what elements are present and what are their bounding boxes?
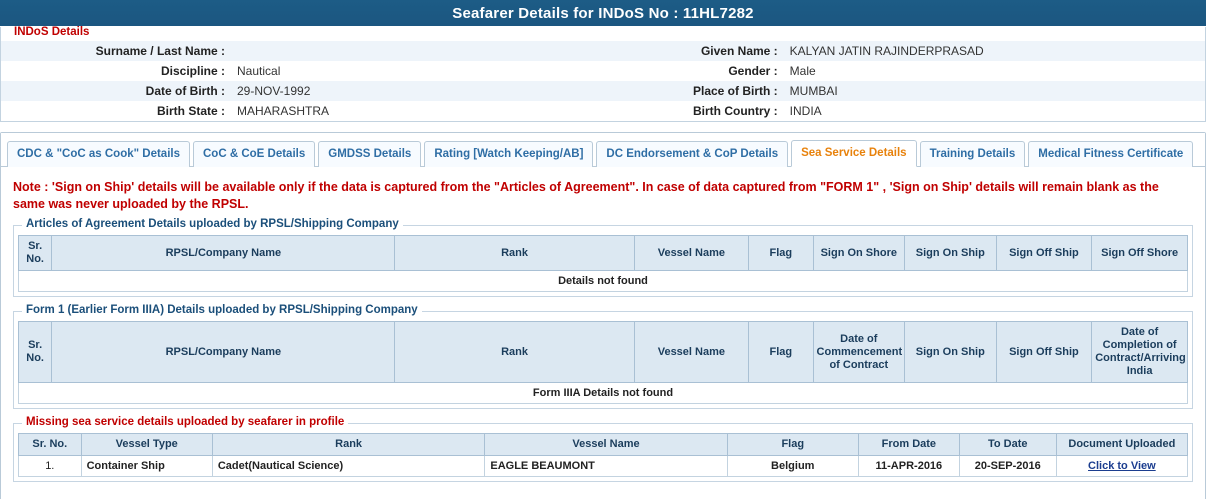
given-name-label: Given Name : xyxy=(444,41,784,61)
column-header-document-uploaded: Document Uploaded xyxy=(1056,434,1187,456)
column-header-to-date: To Date xyxy=(959,434,1056,456)
cell-flag: Belgium xyxy=(727,456,858,477)
tab-cdc-coc-as-cook-details[interactable]: CDC & "CoC as Cook" Details xyxy=(7,141,190,167)
discipline-label: Discipline : xyxy=(160,64,225,78)
missing-sea-service-legend: Missing sea service details uploaded by seafarer in profile xyxy=(22,416,348,428)
column-header-flag: Flag xyxy=(749,236,813,271)
date-of-birth-value: 29-NOV-1992 xyxy=(231,81,444,101)
given-name-value: KALYAN JATIN RAJINDERPRASAD xyxy=(784,41,1205,61)
cell-sr-no: 1. xyxy=(19,456,82,477)
table-header-row xyxy=(19,434,1188,456)
page-title: Seafarer Details for INDoS No : 11HL7282 xyxy=(452,4,754,22)
table-row xyxy=(19,456,1188,477)
form1-section xyxy=(13,304,1193,409)
sign-on-ship-note xyxy=(13,179,1193,213)
tab-training-details[interactable]: Training Details xyxy=(920,141,1026,167)
column-header-date-of-completion-of-contract: Date of Completion of Contract/Arriving India xyxy=(1092,322,1188,383)
column-header-vessel-name: Vessel Name xyxy=(485,434,727,456)
indos-details-legend: INDoS Details xyxy=(11,26,92,38)
column-header-sr-no: Sr. No. xyxy=(19,236,52,271)
indos-details-table xyxy=(1,41,1205,121)
indos-details-panel xyxy=(0,27,1206,122)
tab-sea-service-details[interactable]: Sea Service Details xyxy=(791,140,917,167)
column-header-vessel-name: Vessel Name xyxy=(634,236,748,271)
column-header-rank: Rank xyxy=(395,236,634,271)
note-text: 'Sign on Ship' details will be available only if the data is captured from the "Articles of Agreement". In case of data captured from "FORM 1" , 'Sign on Ship' details will remain blank as the same was never uploaded by the RPSL. xyxy=(13,180,1159,211)
place-of-birth-label: Place of Birth : xyxy=(444,81,784,101)
column-header-vessel-name: Vessel Name xyxy=(634,322,748,383)
tab-dc-endorsement-cop-details[interactable]: DC Endorsement & CoP Details xyxy=(596,141,788,167)
column-header-sr-no: Sr. No. xyxy=(19,434,82,456)
missing-sea-service-table xyxy=(18,433,1188,477)
articles-of-agreement-section xyxy=(13,218,1193,297)
form1-legend: Form 1 (Earlier Form IIIA) Details uploaded by RPSL/Shipping Company xyxy=(22,304,422,316)
column-header-vessel-type: Vessel Type xyxy=(81,434,212,456)
table-row xyxy=(19,383,1188,404)
tab-rating-watch-keeping-ab[interactable]: Rating [Watch Keeping/AB] xyxy=(424,141,593,167)
cell-to-date: 20-SEP-2016 xyxy=(959,456,1056,477)
table-row xyxy=(1,81,1205,101)
form1-table xyxy=(18,321,1188,404)
note-label: Note : xyxy=(13,180,49,194)
surname-label: Surname / Last Name : xyxy=(1,41,231,61)
page-title-bar xyxy=(0,0,1206,27)
birth-country-value: INDIA xyxy=(789,104,822,118)
table-header-row xyxy=(19,322,1188,383)
discipline-value: Nautical xyxy=(237,64,281,78)
column-header-sign-off-ship: Sign Off Ship xyxy=(996,236,1092,271)
cell-rank: Cadet(Nautical Science) xyxy=(212,456,485,477)
click-to-view-link[interactable]: Click to View xyxy=(1088,460,1156,472)
form1-empty-message: Form IIIA Details not found xyxy=(19,383,1188,404)
column-header-sign-on-shore: Sign On Shore xyxy=(813,236,905,271)
cell-vessel-type: Container Ship xyxy=(81,456,212,477)
articles-of-agreement-empty-message: Details not found xyxy=(19,271,1188,292)
articles-of-agreement-table xyxy=(18,235,1188,292)
column-header-rpsl-company-name: RPSL/Company Name xyxy=(52,322,395,383)
column-header-sr-no: Sr. No. xyxy=(19,322,52,383)
cell-document-uploaded xyxy=(1056,456,1187,477)
column-header-date-of-commencement-of-contract: Date of Commencement of Contract xyxy=(813,322,905,383)
column-header-rank: Rank xyxy=(212,434,485,456)
tabstrip xyxy=(1,133,1205,167)
column-header-flag: Flag xyxy=(727,434,858,456)
tabs-container xyxy=(0,132,1206,499)
cell-from-date: 11-APR-2016 xyxy=(858,456,959,477)
column-header-sign-on-ship: Sign On Ship xyxy=(905,236,997,271)
table-header-row xyxy=(19,236,1188,271)
place-of-birth-value: MUMBAI xyxy=(784,81,1205,101)
gender-value: Male xyxy=(789,64,816,78)
column-header-sign-off-ship: Sign Off Ship xyxy=(996,322,1092,383)
column-header-flag: Flag xyxy=(749,322,813,383)
cell-vessel-name: EAGLE BEAUMONT xyxy=(485,456,727,477)
tab-panel-sea-service-details xyxy=(1,167,1205,499)
column-header-from-date: From Date xyxy=(858,434,959,456)
articles-of-agreement-legend: Articles of Agreement Details uploaded by RPSL/Shipping Company xyxy=(22,218,403,230)
tab-coc-coe-details[interactable]: CoC & CoE Details xyxy=(193,141,315,167)
date-of-birth-label: Date of Birth : xyxy=(1,81,231,101)
table-row xyxy=(1,41,1205,61)
column-header-sign-off-shore: Sign Off Shore xyxy=(1092,236,1188,271)
table-row xyxy=(19,271,1188,292)
gender-label: Gender : xyxy=(728,64,778,78)
table-row xyxy=(1,101,1205,121)
table-row xyxy=(1,61,1205,81)
column-header-rpsl-company-name: RPSL/Company Name xyxy=(52,236,395,271)
missing-sea-service-section xyxy=(13,416,1193,482)
birth-state-label: Birth State : xyxy=(156,104,225,118)
birth-country-label: Birth Country : xyxy=(693,104,778,118)
birth-state-value: MAHARASHTRA xyxy=(237,104,330,118)
tab-gmdss-details[interactable]: GMDSS Details xyxy=(318,141,421,167)
indos-details-body xyxy=(1,27,1205,121)
column-header-rank: Rank xyxy=(395,322,634,383)
tab-medical-fitness-certificate[interactable]: Medical Fitness Certificate xyxy=(1028,141,1193,167)
column-header-sign-on-ship: Sign On Ship xyxy=(905,322,997,383)
surname-value xyxy=(231,41,444,61)
